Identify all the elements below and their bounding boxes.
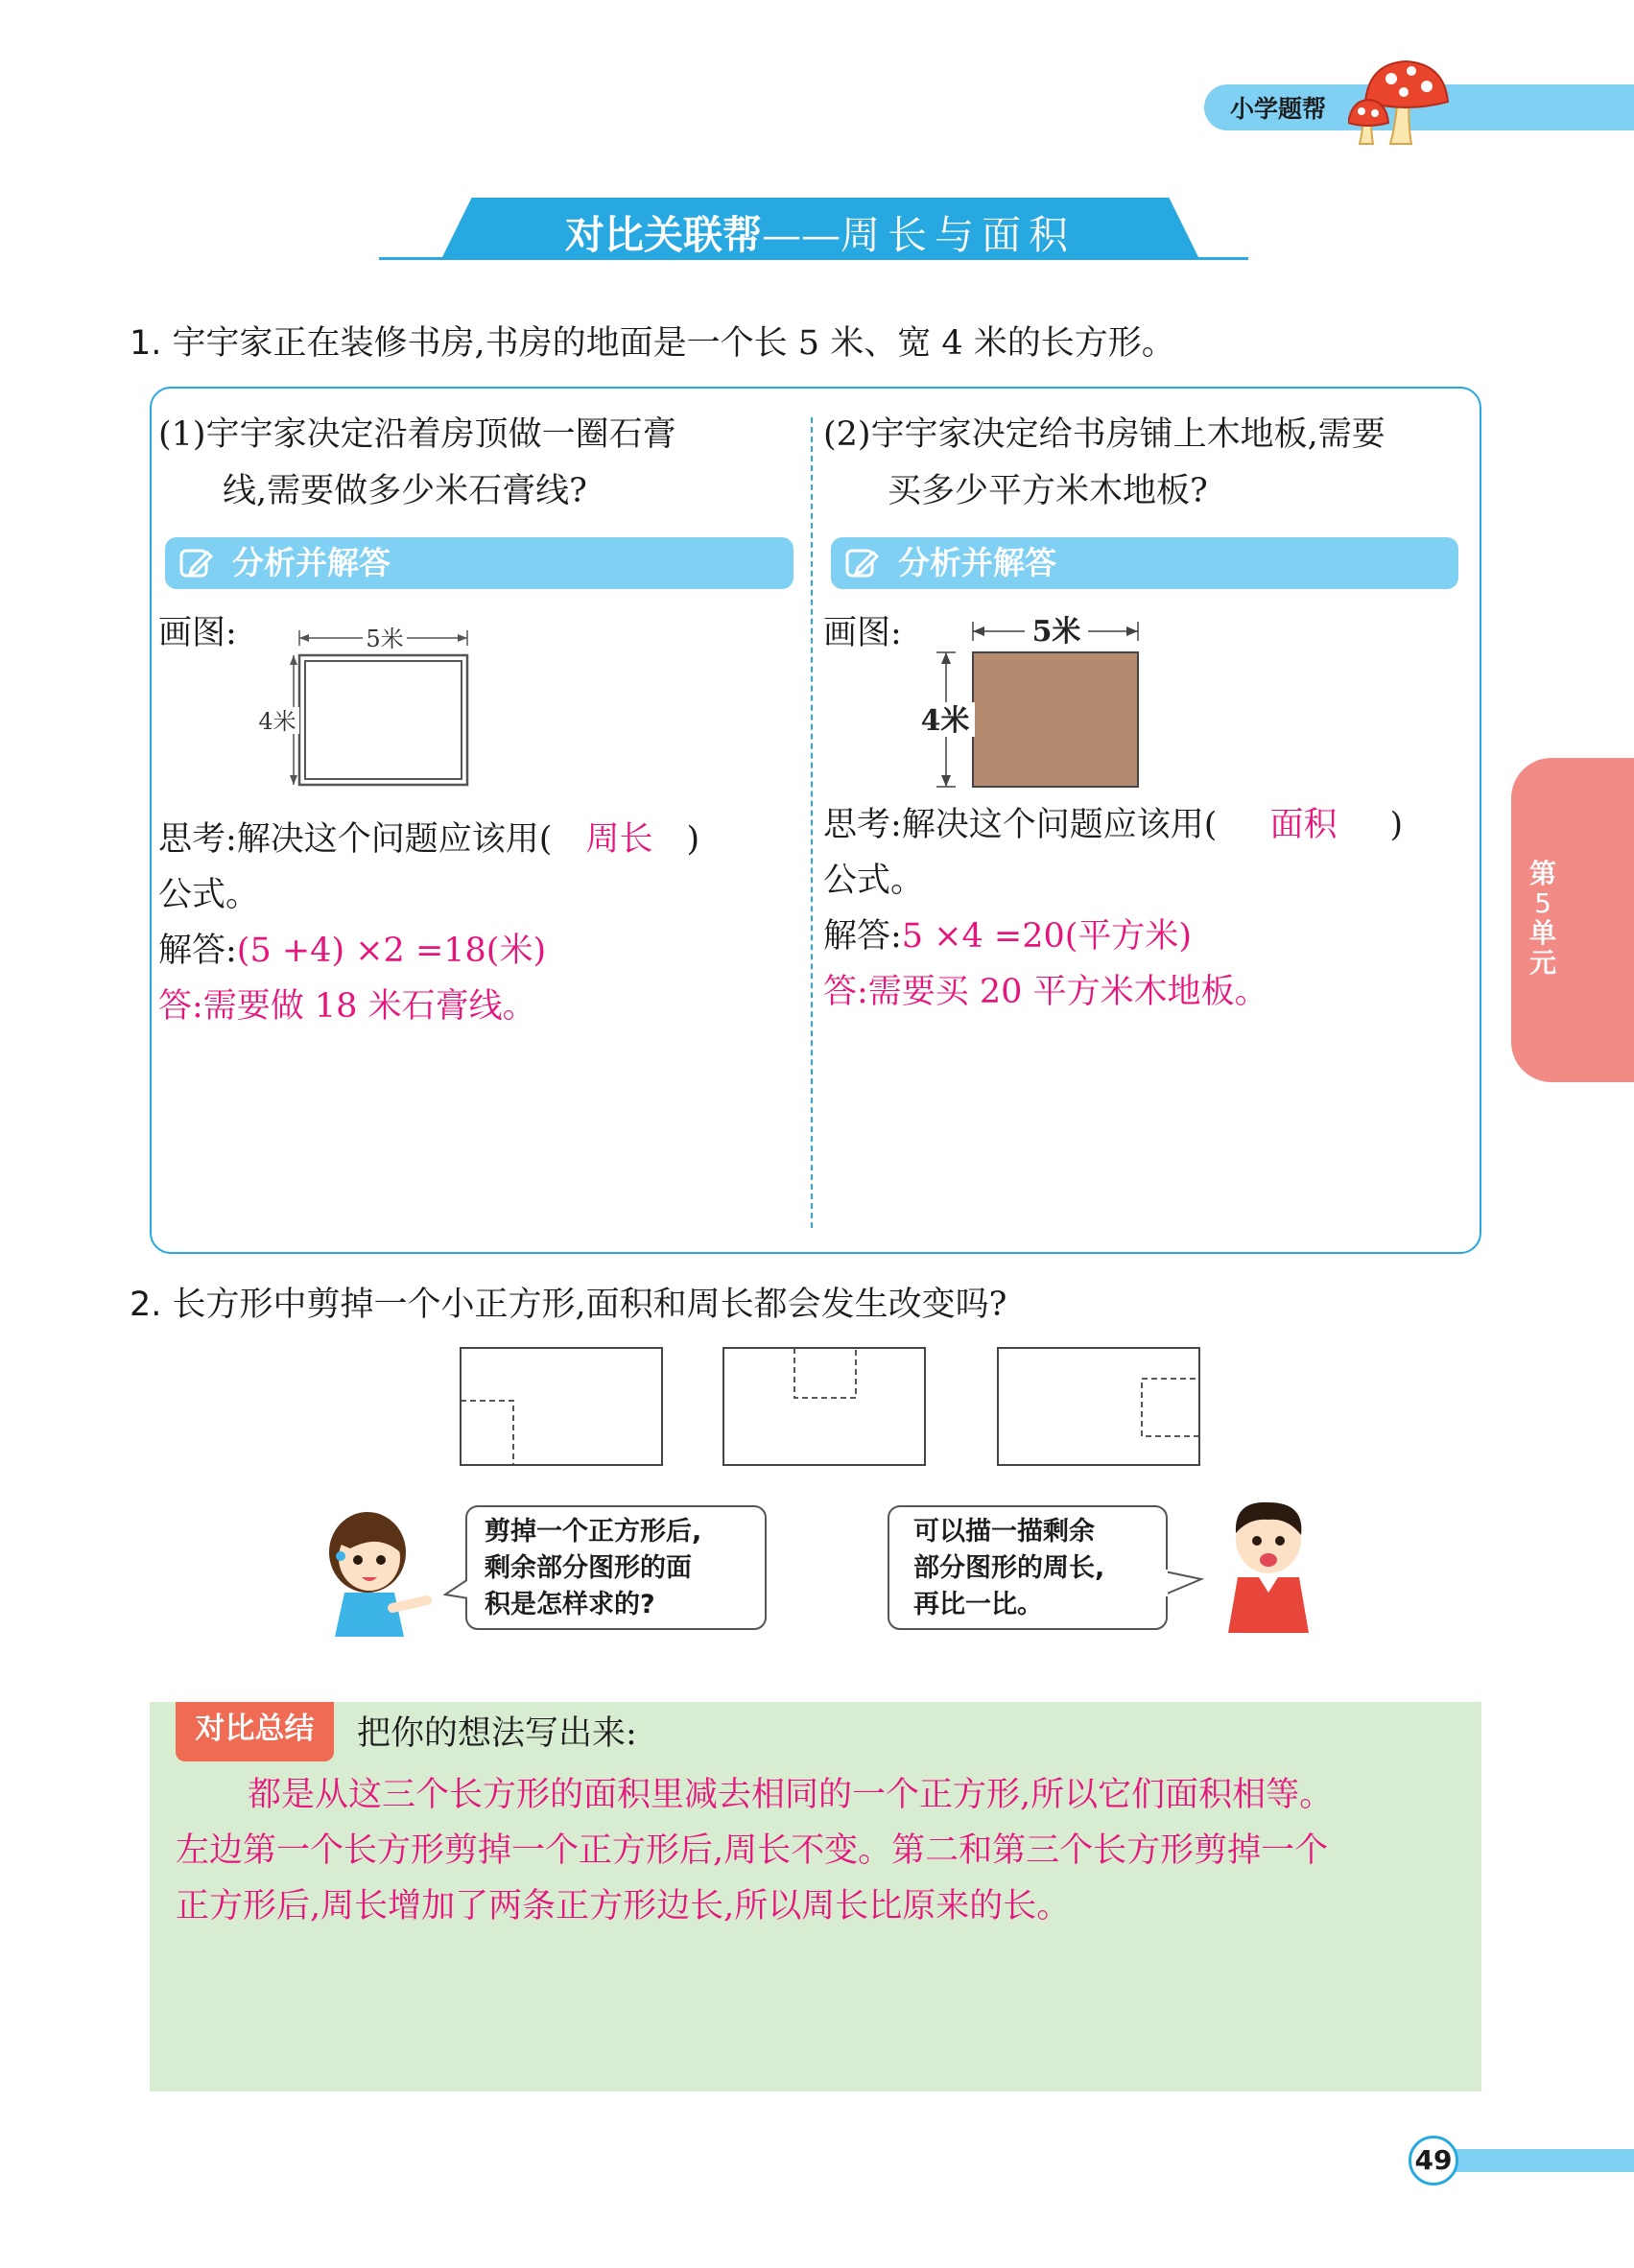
final-answer-right: 答:需要买 20 平方米木地板。 — [823, 973, 1268, 1011]
solve-line-left: 解答:(5 +4) ×2 =18(米) — [158, 932, 547, 970]
length-label: 5米 — [366, 626, 404, 652]
summary-tag: 对比总结 — [176, 1702, 334, 1761]
draw-label-right: 画图: — [823, 614, 902, 652]
pencil-icon — [178, 545, 215, 581]
q2-rectangles — [451, 1338, 1219, 1473]
think-line-left: 思考:解决这个问题应该用( 周长 ) — [158, 811, 699, 868]
boy-character — [1220, 1497, 1316, 1639]
q1-right-question: (2)宇宇家决定给书房铺上木地板,需要 — [823, 415, 1385, 454]
section-title: 对比关联帮——周长与面积 — [565, 212, 1076, 258]
formula-word-right: 公式。 — [823, 862, 925, 900]
page-number: 49 — [1409, 2136, 1458, 2185]
think-line-right: 思考:解决这个问题应该用( 面积 ) — [823, 796, 1403, 854]
q1-left-question-line2: 线,需要做多少米石膏线? — [223, 472, 587, 510]
diagram-perimeter — [249, 619, 480, 791]
girl-character — [312, 1504, 437, 1639]
summary-prompt: 把你的想法写出来: — [357, 1714, 637, 1753]
boy-speech-text: 可以描一描剩余 部分图形的周长, 再比一比。 — [913, 1517, 1105, 1619]
rectangle-corner-cut — [461, 1348, 662, 1465]
summary-line-3: 正方形后,周长增加了两条正方形边长,所以周长比原来的长。 — [176, 1887, 1071, 1925]
pencil-icon — [844, 545, 881, 581]
q2-prompt: 2. 长方形中剪掉一个小正方形,面积和周长都会发生改变吗? — [130, 1286, 1007, 1324]
brand-name: 小学题帮 — [1230, 95, 1327, 123]
q1-left-question: (1)宇宇家决定沿着房顶做一圈石膏 — [158, 415, 676, 454]
width-label: 4米 — [258, 708, 296, 735]
summary-line-2: 左边第一个长方形剪掉一个正方形后,周长不变。第二和第三个长方形剪掉一个 — [176, 1831, 1329, 1870]
rectangle-inner-cut — [998, 1348, 1199, 1465]
mushroom-icon — [1348, 56, 1468, 150]
final-answer-left: 答:需要做 18 米石膏线。 — [158, 987, 536, 1026]
analysis-banner-left: 分析并解答 — [165, 537, 793, 589]
solve-answer-right: 5 ×4 =20(平方米) — [901, 917, 1193, 956]
formula-word-left: 公式。 — [158, 876, 260, 914]
width-label: 4米 — [920, 704, 970, 738]
unit-label: 第 5 单 元 — [1528, 858, 1556, 979]
q1-prompt: 1. 宇宇家正在装修书房,书房的地面是一个长 5 米、宽 4 米的长方形。 — [130, 324, 1175, 363]
think-answer-left: 周长 — [585, 820, 653, 859]
column-divider — [811, 417, 813, 1228]
girl-speech-text: 剪掉一个正方形后, 剩余部分图形的面 积是怎样求的? — [485, 1517, 702, 1619]
think-answer-right: 面积 — [1269, 806, 1338, 844]
q1-right-question-line2: 买多少平方米木地板? — [888, 472, 1208, 510]
draw-label-left: 画图: — [158, 614, 237, 652]
length-label: 5米 — [1031, 615, 1081, 649]
diagram-area — [912, 610, 1151, 792]
solve-answer-left: (5 +4) ×2 =18(米) — [236, 932, 547, 970]
analysis-banner-right: 分析并解答 — [831, 537, 1458, 589]
rectangle-edge-cut — [723, 1348, 925, 1465]
solve-line-right: 解答:5 ×4 =20(平方米) — [823, 917, 1193, 956]
summary-line-1: 都是从这三个长方形的面积里减去相同的一个正方形,所以它们面积相等。 — [248, 1776, 1334, 1814]
